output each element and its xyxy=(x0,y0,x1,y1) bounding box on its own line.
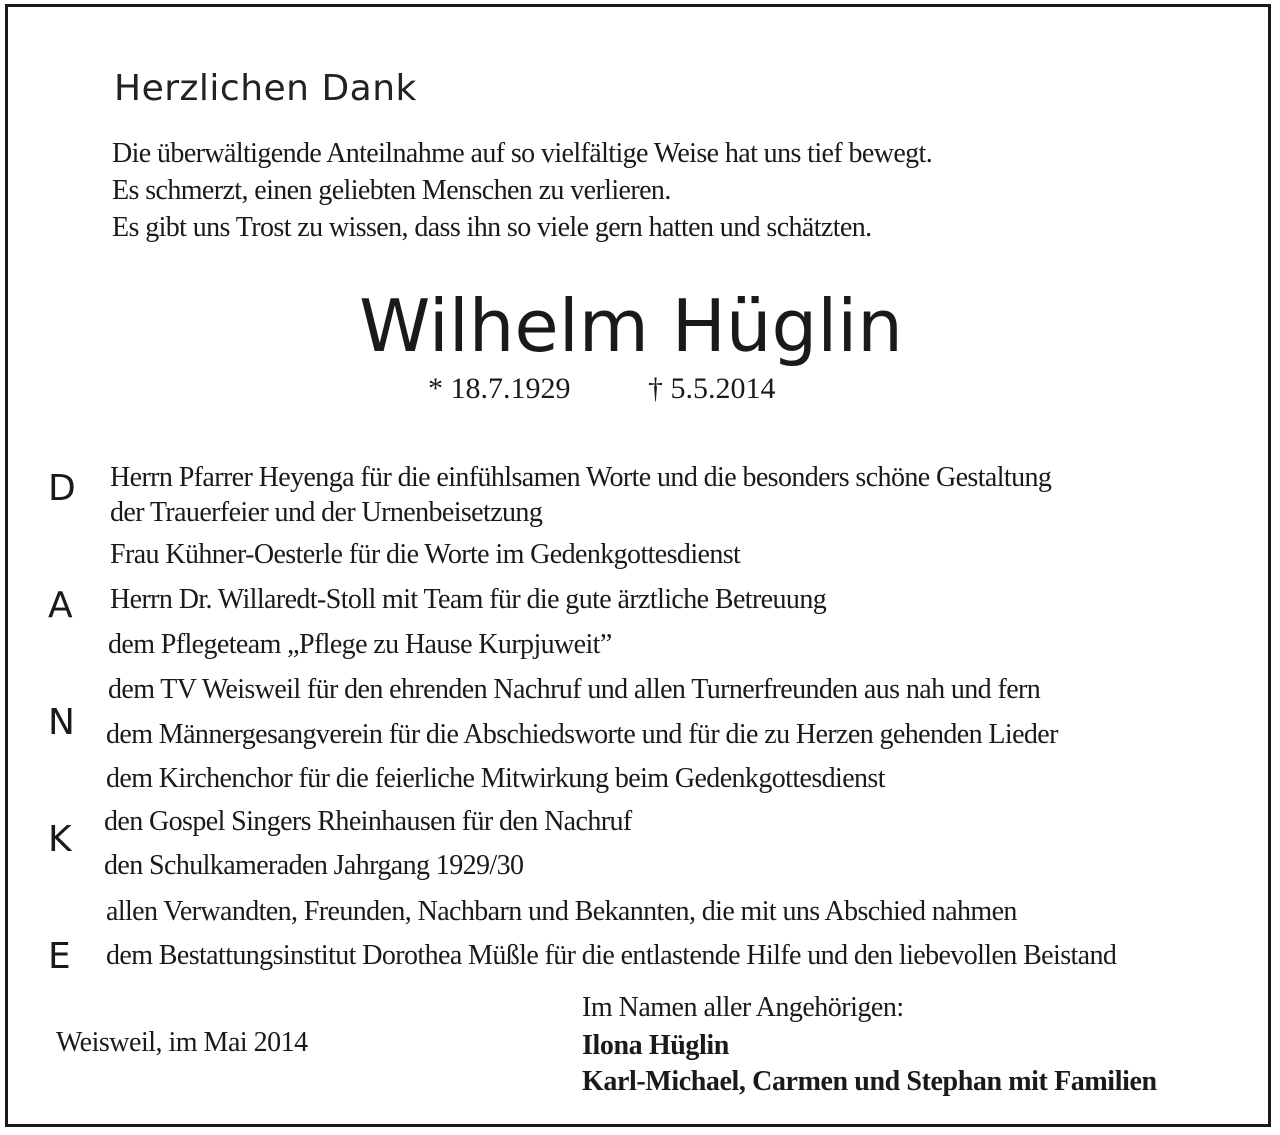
thanks-line: allen Verwandten, Freunden, Nachbarn und Bekannten, die mit uns Abschied nahmen xyxy=(106,896,1017,927)
danke-letter-k: K xyxy=(48,819,72,860)
thanks-line: Herrn Pfarrer Heyenga für die einfühlsamen Worte und die besonders schöne Gestaltung xyxy=(110,462,1052,493)
thanks-line: der Trauerfeier und der Urnenbeisetzung xyxy=(110,497,543,528)
thanks-line: Frau Kühner-Oesterle für die Worte im Gedenkgottesdienst xyxy=(110,539,741,570)
heading: Herzlichen Dank xyxy=(114,68,417,109)
signature-intro: Im Namen aller Angehörigen: xyxy=(582,992,904,1023)
thanks-line: dem TV Weisweil für den ehrenden Nachruf und allen Turnerfreunden aus nah und fern xyxy=(108,674,1041,705)
thanks-line: dem Bestattungsinstitut Dorothea Müßle für die entlastende Hilfe und den liebevollen Beistand xyxy=(106,940,1117,971)
intro-line: Es gibt uns Trost zu wissen, dass ihn so viele gern hatten und schätzten. xyxy=(112,212,872,243)
intro-line: Die überwältigende Anteilnahme auf so vielfältige Weise hat uns tief bewegt. xyxy=(112,138,933,169)
thanks-line: dem Pflegeteam „Pflege zu Hause Kurpjuweit” xyxy=(108,629,612,660)
thanks-line: den Schulkameraden Jahrgang 1929/30 xyxy=(104,850,524,881)
danke-letter-d: D xyxy=(48,468,76,509)
death-date: † 5.5.2014 xyxy=(648,372,776,405)
danke-letter-e: E xyxy=(48,936,71,977)
deceased-name: Wilhelm Hüglin xyxy=(359,284,903,368)
thanks-line: dem Männergesangverein für die Abschiedsworte und für die zu Herzen gehenden Lieder xyxy=(106,719,1058,750)
danke-letter-n: N xyxy=(48,702,75,743)
place-and-date: Weisweil, im Mai 2014 xyxy=(56,1027,308,1058)
thanks-line: dem Kirchenchor für die feierliche Mitwirkung beim Gedenkgottesdienst xyxy=(106,763,885,794)
intro-line: Es schmerzt, einen geliebten Menschen zu verlieren. xyxy=(112,175,671,206)
thanks-line: den Gospel Singers Rheinhausen für den Nachruf xyxy=(104,806,632,837)
signature-name: Karl-Michael, Carmen und Stephan mit Familien xyxy=(582,1066,1157,1097)
danke-letter-a: A xyxy=(48,585,73,626)
birth-date: * 18.7.1929 xyxy=(428,372,571,405)
signature-name: Ilona Hüglin xyxy=(582,1030,729,1061)
thanks-line: Herrn Dr. Willaredt-Stoll mit Team für die gute ärztliche Betreuung xyxy=(110,584,827,615)
